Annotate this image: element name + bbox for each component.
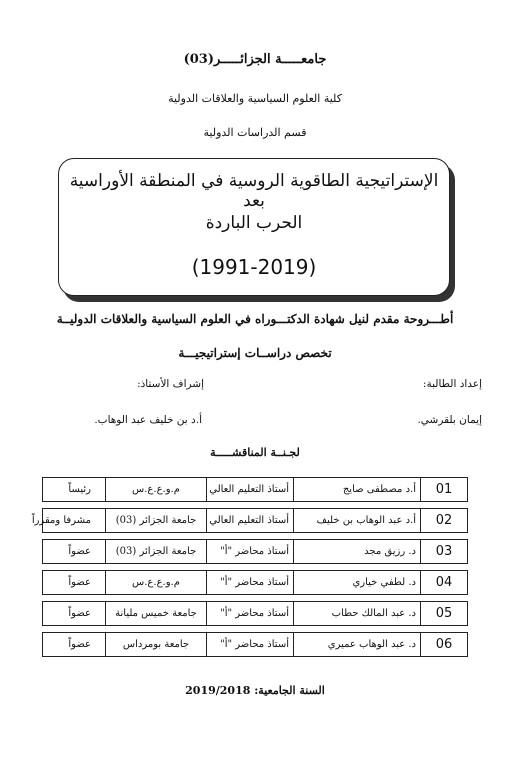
table-row <box>43 602 468 626</box>
table-gap-cell <box>43 595 468 602</box>
table-gap-cell <box>43 626 468 633</box>
table-gap-cell <box>43 502 468 509</box>
supervisor-label: إشراف الأستاذ: <box>137 378 204 390</box>
member-number: 04 <box>421 571 468 595</box>
member-name: أ.د عبد الوهاب بن خليف <box>294 509 421 533</box>
table-row <box>43 478 468 502</box>
member-number: 03 <box>421 540 468 564</box>
member-rank: أستاذ محاضر "أ" <box>207 571 294 595</box>
thesis-title-line2: الحرب الباردة <box>205 213 303 233</box>
student-name: إيمان بلقرشي. <box>417 414 482 426</box>
member-role: عضواً <box>43 602 106 626</box>
member-number: 02 <box>421 509 468 533</box>
member-institution: جامعة الجزائر (03) <box>106 540 207 564</box>
committee-table <box>31 477 468 657</box>
specialty: تخصص دراســات إستراتيجيـــة <box>178 346 332 360</box>
member-name: أ.د مصطفى صايج <box>294 478 421 502</box>
member-name: د. عبد الوهاب عميري <box>294 633 421 657</box>
member-number: 05 <box>421 602 468 626</box>
member-institution: جامعة الجزائر (03) <box>106 509 207 533</box>
member-role: عضواً <box>43 633 106 657</box>
member-rank: أستاذ محاضر "أ" <box>207 633 294 657</box>
member-role: عضواً <box>43 540 106 564</box>
member-number: 01 <box>421 478 468 502</box>
table-row-gap <box>43 626 468 633</box>
member-number: 06 <box>421 633 468 657</box>
member-name: د. رزيق مجد <box>294 540 421 564</box>
table-row-gap <box>43 533 468 540</box>
table-gap-cell <box>43 564 468 571</box>
member-rank: أستاذ محاضر "أ" <box>207 602 294 626</box>
member-rank: أستاذ التعليم العالي <box>207 478 294 502</box>
member-name: د. لطفي خياري <box>294 571 421 595</box>
member-name: د. عبد المالك حطاب <box>294 602 421 626</box>
member-institution: م.و.ع.ع.س <box>106 571 207 595</box>
member-rank: أستاذ محاضر "أ" <box>207 540 294 564</box>
supervisor-name: أ.د بن خليف عبد الوهاب. <box>94 414 202 426</box>
table-row <box>43 509 468 533</box>
member-rank: أستاذ التعليم العالي <box>207 509 294 533</box>
member-role: عضواً <box>43 571 106 595</box>
academic-year <box>0 684 510 697</box>
table-row <box>43 571 468 595</box>
table-gap-cell <box>43 533 468 540</box>
academic-year-label: السنة الجامعية: <box>254 684 325 697</box>
member-institution: جامعة خميس مليانة <box>106 602 207 626</box>
member-institution: جامعة بومرداس <box>106 633 207 657</box>
member-institution: م.و.ع.ع.س <box>106 478 207 502</box>
table-row-gap <box>43 564 468 571</box>
table-row <box>43 540 468 564</box>
university-name: جامعـــــة الجزائـــــر(03) <box>183 52 327 67</box>
table-row <box>43 633 468 657</box>
member-role: رئيساً <box>43 478 106 502</box>
academic-year-value: 2019/2018 <box>185 684 251 697</box>
table-row-gap <box>43 595 468 602</box>
thesis-title-line1: الإستراتيجية الطاقوية الروسية في المنطقة الأوراسية بعد <box>69 171 439 211</box>
thesis-description: أطـــروحة مقدم لنيل شهادة الدكتـــوراه في العلوم السياسية والعلاقات الدوليــة <box>56 312 454 326</box>
thesis-title-years: (1991-2019) <box>191 255 317 279</box>
thesis-title-box <box>58 158 450 296</box>
prepared-by-label: إعداد الطالبة: <box>422 378 482 390</box>
table-row-gap <box>43 502 468 509</box>
member-role: مشرفا ومقرراً <box>43 509 106 533</box>
faculty-name: كلية العلوم السياسية والعلاقات الدولية <box>168 92 342 105</box>
committee-title: لجـنــة المناقشـــــة <box>210 446 300 459</box>
department-name: قسم الدراسات الدولية <box>203 126 307 139</box>
